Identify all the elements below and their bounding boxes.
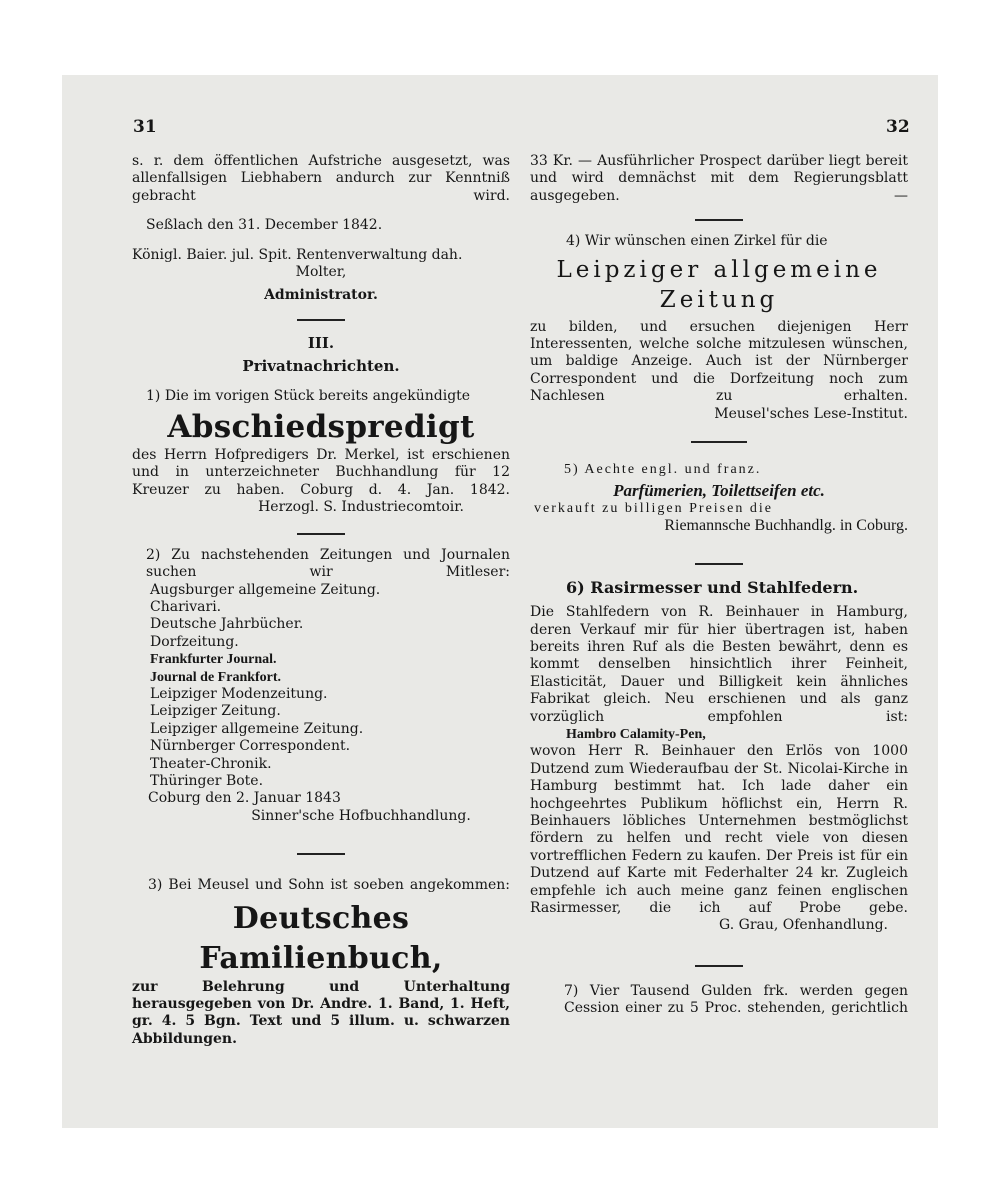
item7-text: 7) Vier Tausend Gulden frk. werden gegen Cession einer zu 5 Proc. stehenden, gerichtlich xyxy=(564,982,908,1017)
list-item: Dorfzeitung. xyxy=(150,633,239,650)
list-item: Thüringer Bote. xyxy=(150,772,264,789)
item5-line3: verkauft zu billigen Preisen die xyxy=(534,500,773,516)
notice-title: Administrator. xyxy=(264,287,378,304)
list-item: Journal de Frankfort. xyxy=(150,669,282,685)
item6-body2: wovon Herr R. Beinhauer den Erlös von 1000 Dutzend zum Wiederaufbau der St. Nicolai-Kirche in Hamburg bestimmt hat. Ich lade daher ein hochgeehrtes Publikum höflichst ein, Herrn R. Beinhauers löbliches Unternehmen bestmöglichst fördern zu helfen und recht viele von diesen vortrefflichen Federn zu kaufen. Der Preis ist für ein Dutzend auf Karte mit Federhalter 24 kr. Zugleich empfehle ich auch meine ganz feinen englischen Rasirmesser, die ich auf Probe gebe. xyxy=(530,743,908,916)
item4-intro: 4) Wir wünschen einen Zirkel für die xyxy=(566,233,828,250)
list-item: Leipziger allgemeine Zeitung. xyxy=(150,720,364,737)
item1-signature: Herzogl. S. Industriecomtoir. xyxy=(258,499,464,516)
list-item: Theater-Chronik. xyxy=(150,755,272,772)
item3-body: zur Belehrung und Unterhaltung herausgegeben von Dr. Andre. 1. Band, 1. Heft, gr. 4. 5 Bgn. Text und 5 illum. u. schwarzen Abbildungen. xyxy=(132,978,510,1047)
notice-place-date: Seßlach den 31. December 1842. xyxy=(146,217,383,234)
item4-signature: Meusel'sches Lese-Institut. xyxy=(714,405,908,422)
list-item: Frankfurter Journal. xyxy=(150,652,277,668)
item1-headline: Abschiedspredigt xyxy=(167,409,475,446)
item2-signature: Sinner'sche Hofbuchhandlung. xyxy=(251,807,471,824)
item3-headline: Deutsches Familienbuch, xyxy=(199,900,443,976)
section-title: Privatnachrichten. xyxy=(242,357,400,376)
separator-rule xyxy=(691,441,747,443)
item2-intro: 2) Zu nachstehenden Zeitungen und Journalen suchen wir Mitleser: xyxy=(146,546,510,581)
item5-line4: Riemannsche Buchhandlg. in Coburg. xyxy=(664,517,908,535)
item1-intro: 1) Die im vorigen Stück bereits angekündigte xyxy=(146,387,471,404)
item3-intro: 3) Bei Meusel und Sohn ist soeben angekommen: xyxy=(148,877,510,894)
item4-headline: Leipziger allgemeine Zeitung xyxy=(556,256,882,313)
list-item: Augsburger allgemeine Zeitung. xyxy=(150,581,381,598)
item4-body: zu bilden, und ersuchen diejenigen Herr Interessenten, welche solche mitzulesen wünschen, um baldige Anzeige. Auch ist der Nürnberger Correspondent und die Dorfzeitung noch zum Nachlesen zu erhalten. xyxy=(530,318,908,405)
list-item: Charivari. xyxy=(150,598,222,615)
separator-rule xyxy=(695,563,743,565)
newspaper-list xyxy=(132,582,510,791)
right-column xyxy=(530,153,908,1018)
item5-line2: Parfümerien, Toilettseifen etc. xyxy=(613,481,825,501)
item5-line1: 5) Aechte engl. und franz. xyxy=(564,462,762,478)
list-item: Nürnberger Correspondent. xyxy=(150,738,351,755)
notice-name: Molter, xyxy=(295,264,347,281)
left-column xyxy=(132,153,510,1048)
notice-office: Königl. Baier. jul. Spit. Rentenverwaltung dah. xyxy=(132,246,463,263)
item2-date: Coburg den 2. Januar 1843 xyxy=(148,790,341,807)
item6-signature: G. Grau, Ofenhandlung. xyxy=(719,917,888,934)
page-number-left: 31 xyxy=(133,117,157,137)
separator-rule xyxy=(695,219,743,221)
section-number: III. xyxy=(307,333,335,352)
separator-rule xyxy=(297,853,345,855)
list-item: Leipziger Modenzeitung. xyxy=(150,685,328,702)
item6-product: Hambro Calamity-Pen, xyxy=(566,726,706,742)
item6-heading: 6) Rasirmesser und Stahlfedern. xyxy=(566,577,859,597)
list-item: Deutsche Jahrbücher. xyxy=(150,616,304,633)
continuation-text: 33 Kr. — Ausführlicher Prospect darüber liegt bereit und wird demnächst mit dem Regierungsblatt ausgegeben. — xyxy=(530,153,908,204)
notice-text: s. r. dem öffentlichen Aufstriche ausgesetzt, was allenfallsigen Liebhabern andurch zur Kenntniß gebracht wird. xyxy=(132,153,510,204)
item1-body: des Herrn Hofpredigers Dr. Merkel, ist erschienen und in unterzeichneter Buchhandlung für 12 Kreuzer zu haben. Coburg d. 4. Jan. 1842. xyxy=(132,447,510,498)
page-number-right: 32 xyxy=(886,117,910,137)
list-item: Leipziger Zeitung. xyxy=(150,703,281,720)
separator-rule xyxy=(297,319,345,321)
item6-body: Die Stahlfedern von R. Beinhauer in Hamburg, deren Verkauf mir für hier übertragen ist, haben bereits ihren Ruf als die Besten bewährt, denn es kommt denselben hinsichtlich ihrer Feinheit, Elasticität, Dauer und Billigkeit kein ähnliches Fabrikat gleich. Neu erschienen und als ganz vorzüglich empfohlen ist: xyxy=(530,604,908,725)
separator-rule xyxy=(695,965,743,967)
separator-rule xyxy=(297,533,345,535)
